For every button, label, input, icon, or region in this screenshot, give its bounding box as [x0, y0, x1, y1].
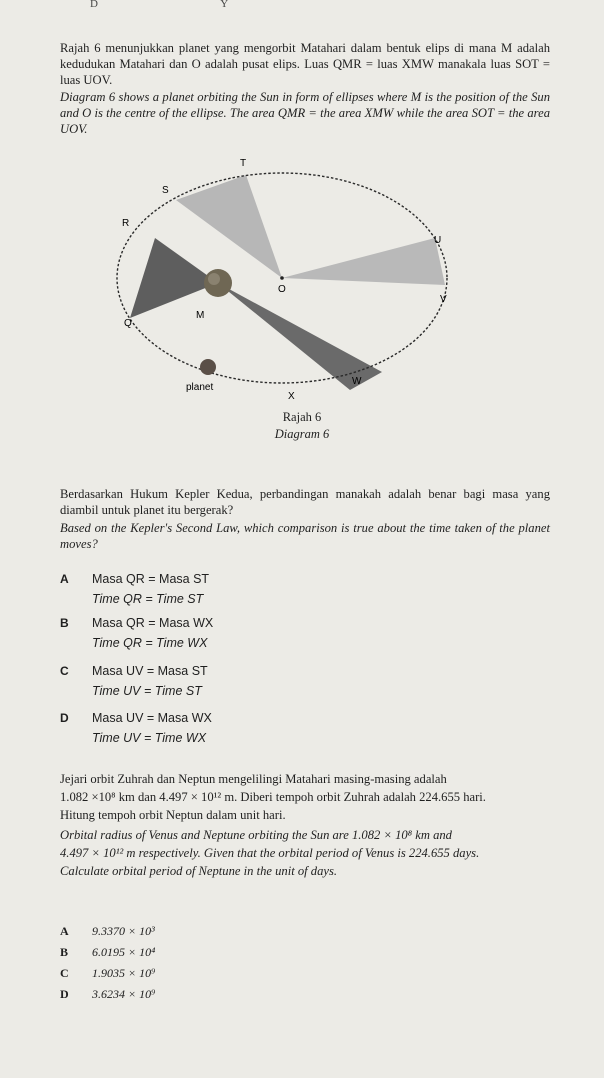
- sector-qmr: [130, 238, 218, 318]
- label-planet: planet: [186, 382, 214, 393]
- q1-text-malay: Rajah 6 menunjukkan planet yang mengorbit Matahari dalam bentuk elips di mana M adalah kedudukan Matahari dan O adalah pusat elips. Luas QMR = luas XMW manakala luas SOT = luas UOV.: [60, 41, 550, 87]
- q1-text-english: Diagram 6 shows a planet orbiting the Sun in form of ellipses where M is the position of the Sun and O is the centre of the ellipse. The area QMR = the area XMW while the area SOT = the area UOV.: [60, 90, 550, 136]
- label-r: R: [122, 218, 130, 229]
- label-t: T: [240, 158, 247, 169]
- label-x: X: [288, 391, 295, 400]
- exam-page: D Y Rajah 6 menunjukkan planet yang mengorbit Matahari dalam bentuk elips di mana M adalah kedudukan Matahari dan O adalah pusat elips. Luas QMR = luas XMW manakala luas SOT = luas UOV. Diagram 6 shows a planet orbiting the Sun in form of ellipses where M is the position of the Sun and O is the centre of the ellipse. The area QMR = the area XMW while the area SOT = the area UOV. T S R U O V Q M W X planet Rajah 6 Diagram 6 Berdasarkan Hukum Kepler Kedua, perbandingan manakah adalah benar bagi masa yang diambil untuk planet itu bergerak? Based on the Kepler's Second Law, which comparison is true about the time taken of the planet moves? A Masa QR = Masa ST Time QR = Time ST B Masa QR = Masa WX Time QR = Time WX C Masa UV = Masa ST Time UV = Time ST D Masa UV = Masa WX Time UV = Time WX Jejari orbit Zuhrah dan Neptun mengelilingi Matahari masing-masing adalah 1.082 ×10⁸ km dan 4.497 × 10¹² m. Diberi tempoh orbit Zuhrah adalah 224.655 hari. Hitung tempoh orbit Neptun dalam unit hari. Orbital radius of Venus and Neptune orbiting the Sun are 1.082 × 10⁸ km and 4.497 × 10¹² m respectively. Given that the orbital period of Venus is 224.655 days. Calculate orbital period of Neptune in the unit of days. A 9.3370 × 10³ B 6.0195 × 10⁴ C 1.9035 × 10⁹ D 3.6234 × 10⁹: [0, 0, 604, 1078]
- label-m: M: [196, 310, 205, 321]
- q2-english-line2: 4.497 × 10¹² m respectively. Given that the orbital period of Venus is 224.655 days.: [60, 846, 480, 860]
- q2-malay-line3: Hitung tempoh orbit Neptun dalam unit hari.: [60, 808, 286, 822]
- q2-english-line3: Calculate orbital period of Neptune in the unit of days.: [60, 864, 338, 878]
- q2-malay-line1: Jejari orbit Zuhrah dan Neptun mengelilingi Matahari masing-masing adalah: [60, 772, 447, 786]
- label-v: V: [440, 294, 447, 305]
- q2-english-line1: Orbital radius of Venus and Neptune orbiting the Sun are 1.082 × 10⁸ km and: [60, 828, 452, 842]
- q2-malay-line2: 1.082 ×10⁸ km dan 4.497 × 10¹² m. Diberi tempoh orbit Zuhrah adalah 224.655 hari.: [60, 790, 486, 804]
- label-w: W: [352, 376, 362, 387]
- label-o: O: [278, 284, 286, 295]
- caption-english: Diagram 6: [274, 427, 330, 441]
- q1-question-malay: Berdasarkan Hukum Kepler Kedua, perbandingan manakah adalah benar bagi masa yang diambil untuk planet itu bergerak?: [60, 487, 550, 517]
- label-s: S: [162, 185, 169, 196]
- sector-uov: [282, 238, 445, 285]
- label-q: Q: [124, 318, 132, 329]
- label-u: U: [434, 235, 442, 246]
- page-header-mark: D Y: [90, 0, 289, 10]
- orbit-diagram: [110, 150, 460, 400]
- centre-point: [280, 276, 284, 280]
- caption-malay: Rajah 6: [282, 410, 322, 424]
- sector-xmw: [218, 283, 382, 390]
- q1-question-english: Based on the Kepler's Second Law, which comparison is true about the time taken of the planet moves?: [60, 521, 550, 551]
- planet-icon: [200, 359, 216, 375]
